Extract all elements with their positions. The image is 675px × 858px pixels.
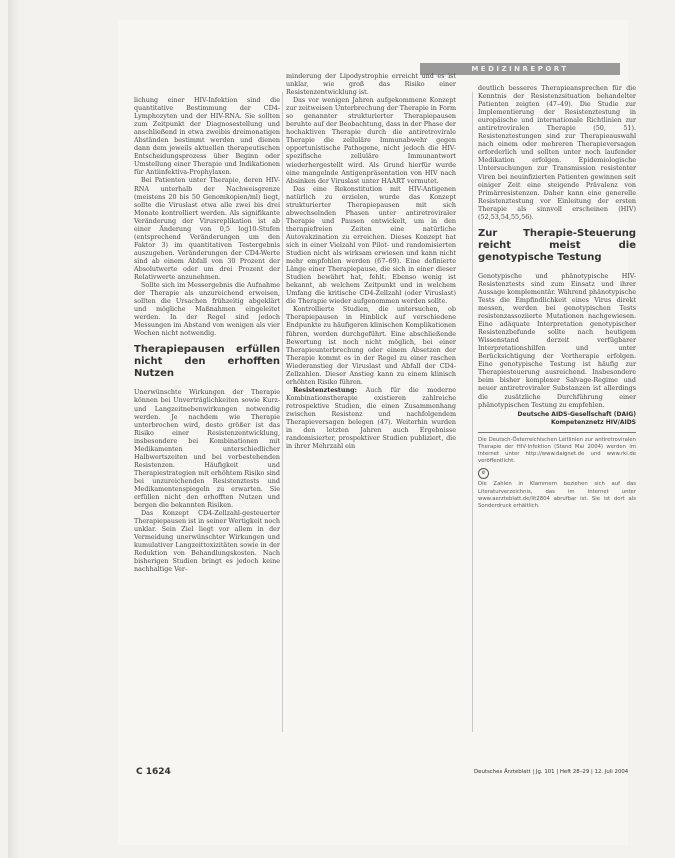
paragraph: Bei Patienten unter Therapie, deren HIV-RNA unterhalb der Nachweisgrenze (meistens 20 bis 50 Genomkopien/ml) liegt, sollte die Viruslast etwa alle zwei bis drei Monate kontrolliert werden. Als signifikante Veränderung der Virusreplikation ist ab einer Änderung von 0,5 log10-Stufen (entsprechend Veränderungen um den Faktor 3) im quantitativen Testergebnis auszugehen. Veränderungen der CD4-Werte sind ab einem Abfall von 30 Prozent der Absolutwerte oder um drei Prozent der Relativwerte anzunehmen. — [134, 176, 280, 282]
paragraph: Das Konzept CD4-Zellzahl-gesteuerter Therapiepausen ist in seiner Wertigkeit noch unklar. Sein Ziel liegt vor allem in der Vermeidung unerwünschter Wirkungen und kumulativer Langzeittoxizitäten sowie in der Reduktion von Behandlungskosten. Nach bisherigen Studien bringt es jedoch keine nachhaltige Ver- — [134, 509, 280, 574]
paragraph: Das vor wenigen Jahren aufgekommene Konzept zur zeitweisen Unterbrechung der Therapie in Form so genannter strukturierter Therapiepausen beruhte auf der Beobachtung, dass in der Phase der hochaktiven Therapie durch die antiretrovirale Therapie die zelluläre Immunabwehr gegen opportunistische Pathogene, nicht jedoch die HIV-spezifische zelluläre Immunantwort wiederhergestellt wird. Als Grund hierfür wurde eine mangelnde Antigenpräsentation von HIV nach Absinken der Viruslast unter HAART vermutet. — [286, 96, 456, 185]
section-heading: Zur Therapie-Steuerung reicht meist die genotypische Testung — [478, 227, 636, 263]
column-2 — [286, 72, 456, 450]
paragraph: Sollte sich im Messergebnis die Aufnahme der Therapie als unzureichend erweisen, sollten die Ursachen frühzeitig abgeklärt und mögliche Maßnahmen eingeleitet werden. In der Regel sind jedoch Messungen im Abstand von wenigen als vier Wochen nicht notwendig. — [134, 281, 280, 338]
column-divider — [282, 92, 283, 732]
paragraph: Genotypische und phänotypische HIV-Resistenztests sind zum Einsatz und ihrer Aussage komplementär. Während phänotypische Tests die Empfindlichkeit eines Virus direkt messen, werden bei genotypischen Tests resistenzassoziierte Mutationen nachgewiesen. Eine adäquate Interpretation genotypischer Resistenzbefunde sollte nach heutigem Wissenstand derzeit verfügbarer Interpretationshilfen und unter Berücksichtigung der Vortherapie erfolgen. Eine genotypische Testung ist häufig zur Therapiesteuerung ausreichend. Insbesondere beim bisher komplexer Salvage-Regime und neuer antiretroviraler Substanzen ist allerdings die zusätzliche Durchführung einer phänotypischen Testung zu empfehlen. — [478, 271, 636, 409]
section-banner: MEDIZINREPORT — [420, 63, 620, 75]
copyright-icon: © — [478, 468, 489, 479]
paragraph: lichung einer HIV-Infektion sind die quantitative Bestimmung der CD4-Lymphozyten und der HIV-RNA. Sie sollten zum Zeitpunkt der Diagnosestellung und anschließend in etwa zweibis dreimonatigen Abständen bestimmt werden und dienen dann dem jeweils aktuellen therapeutischen Entscheidungsprozess über Beginn oder Umstellung einer Therapie und Indikationen für Antiinfektiva-Prophylaxen. — [134, 96, 280, 177]
column-3 — [478, 84, 636, 510]
footnote: Die Deutsch-Österreichischen Leitlinien zur antiretroviralen Therapie der HIV-Infektion (Stand Mai 2004) werden im Internet unter http://www.daignet.de und www.rki.de veröffentlicht. — [478, 436, 636, 465]
divider — [478, 432, 636, 433]
journal-citation: Deutsches Ärzteblatt | Jg. 101 | Heft 28–29 | 12. Juli 2004 — [474, 769, 629, 775]
paragraph: minderung der Lipodystrophie erreicht und es ist unklar, wie groß das Risiko einer Resistenzentwicklung ist. — [286, 72, 456, 97]
paragraph-text: Auch für die moderne Kombinationstherapie existieren zahlreiche retrospektive Studien, die einen Zusammenhang zwischen Resistenz und nachfolgendem Therapieversagen belegen (47). Weiterhin wurden in den letzten Jahren auch Ergebnisse randomisierter, prospektiver Studien publiziert, die in ihrer Mehrzahl ein — [286, 385, 456, 451]
paragraph: deutlich besseres Therapieansprechen für die Kenntnis der Resistenzsituation behandelter Patienten zeigten (47–49). Die Studie zur Implementierung der Resistenztestung in europäische und internationale Richtlinien zur antiretroviralen Therapie (50, 51). Resistenztestungen sind zur Therapieauswahl nach einem oder mehreren Therapieversagen erforderlich und sollten unter noch laufender Medikation erfolgen. Epidemiologische Untersuchungen zur Transmission resistenter Viren bei neuinfizierten Patienten gewinnen seit einiger Zeit eine steigende Prävalenz von Primärresistenzen. Daher kann eine generelle Resistenztestung vor Einleitung der ersten Therapie als sinnvoll erscheinen (HIV) (52,53,54,55,56). — [478, 84, 636, 221]
author-signature: Deutsche AIDS-Gesellschaft (DAIG) — [517, 410, 636, 418]
paragraph — [286, 386, 456, 450]
page-number: C 1624 — [136, 767, 171, 777]
run-in-label: Resistenztestung: — [293, 385, 357, 394]
footnote: Die Zahlen in Klammern beziehen sich auf das Literaturverzeichnis, das im Internet unter www.aerzteblatt.de/lit2804 abrufbar ist. Sie ist dort als Sonderdruck erhältlich. — [478, 481, 636, 510]
column-1 — [134, 96, 280, 573]
binding-shadow — [8, 0, 20, 858]
column-divider — [472, 92, 473, 732]
section-heading: Therapiepausen erfüllen nicht den erhofften Nutzen — [134, 344, 280, 380]
paragraph: Unerwünschte Wirkungen der Therapie können bei Unverträglichkeiten sowie Kurz- und Langzeitnebenwirkungen notwendig werden. Je nachdem wie Therapie unterbrochen wird, desto größer ist das Risiko einer Resistenzentwicklung, insbesondere bei Kombinationen mit Medikamenten unterschiedlicher Halbwertszeiten und bei vorbestehenden Resistenzen. Häufigkeit und Therapiestrategien mit erhöhtem Risiko sind bei unzureichenden Resistenztests und Medikamentenspiegeln zu erwarten. Sie erfüllen nicht den erhofften Nutzen und bergen die bekannten Risiken. — [134, 388, 280, 510]
paragraph: Das eine Rekonstitution mit HIV-Antigenen natürlich zu erzielen, wurde das Konzept strukturierter Therapiepausen mit sich abwechselnden Phasen unter antiretroviraler Therapie und Pausen entwickelt, um in den therapiefreien Zeiten eine natürliche Autovakzination zu erreichen. Dieses Konzept hat sich in einer Vielzahl von Pilot- und randomisierten Studien nicht als wirksam erwiesen und kann nicht mehr empfohlen werden (67–69). Eine definierte Länge einer Therapiepause, die sich in einer dieser Studien bewährt hat, fehlt. Ebenso wenig ist bekannt, ab welchem Zeitpunkt und in welchem Umfang die kritische CD4-Zellzahl (oder Viruslast) die Therapie wieder aufgenommen werden sollte. — [286, 184, 456, 306]
paragraph: Kontrollierte Studien, die untersuchen, ob Therapiepausen in Hinblick auf verschiedene Endpunkte zu häufigeren klinischen Komplikationen führen, werden durchgeführt. Eine abschließende Bewertung ist noch nicht möglich, bei einer Therapieunterbrechung oder einem Absetzen der Therapie kommt es in der Regel zu einer raschen Wiederanstieg der Viruslast und Abfall der CD4-Zellzahlen. Dieser Anstieg kann zu einem klinisch erhöhten Risiko führen. — [286, 305, 456, 386]
author-signature: Kompetenznetz HIV/AIDS — [550, 418, 636, 426]
